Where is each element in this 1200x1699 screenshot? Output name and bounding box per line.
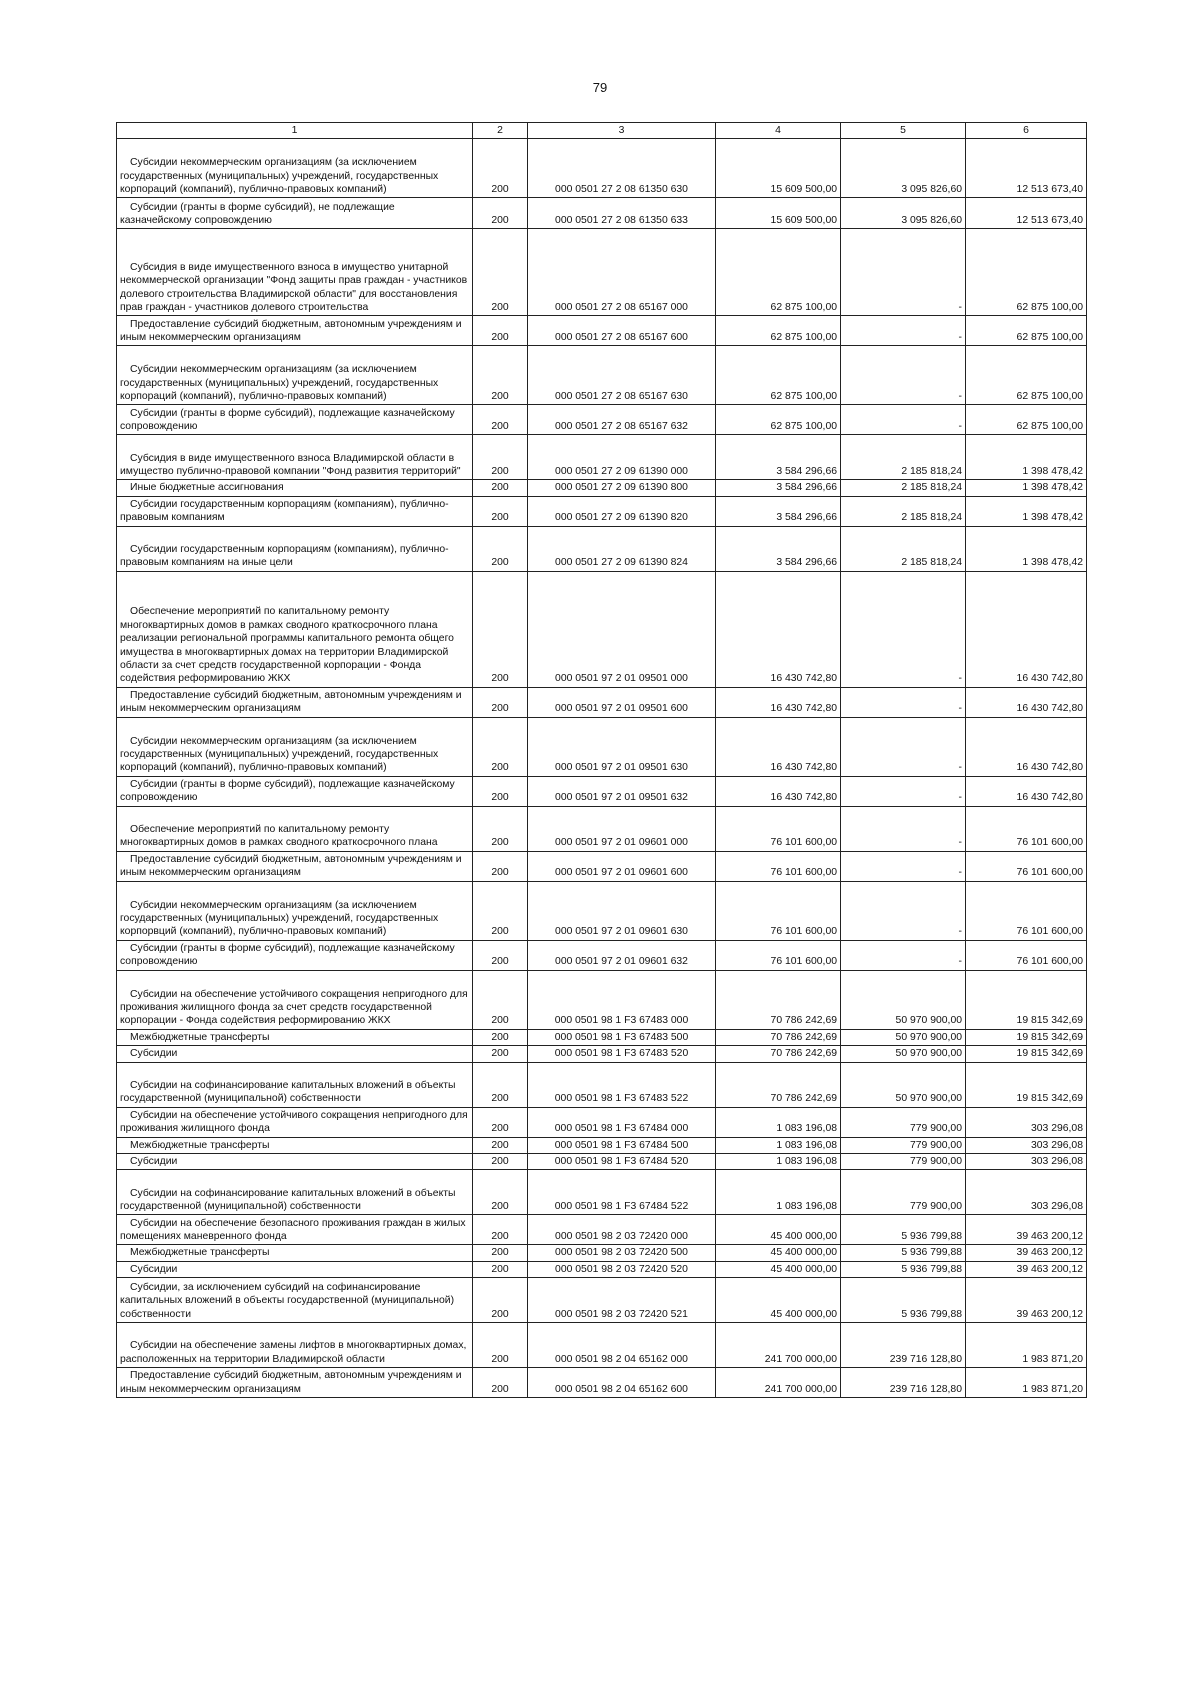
row-executed-amount: -	[841, 571, 966, 687]
row-budget-code: 000 0501 27 2 08 65167 000	[528, 229, 716, 316]
row-approved-amount: 76 101 600,00	[716, 881, 841, 940]
row-name-text: Субсидии на софинансирование капитальных вложений в объекты государственной (муниципальной) собственности	[120, 1187, 456, 1213]
row-executed-amount: 239 716 128,80	[841, 1323, 966, 1368]
table-row	[117, 717, 1087, 776]
row-remaining-amount: 62 875 100,00	[966, 229, 1087, 316]
table-row	[117, 1170, 1087, 1215]
table-row	[117, 806, 1087, 851]
row-remaining-amount: 19 815 342,69	[966, 1029, 1087, 1045]
table-row	[117, 198, 1087, 229]
row-name	[117, 1154, 473, 1170]
row-admin-code: 200	[473, 940, 528, 970]
row-budget-code: 000 0501 97 2 01 09501 600	[528, 687, 716, 717]
table-row	[117, 316, 1087, 346]
row-name	[117, 1137, 473, 1153]
row-budget-code: 000 0501 98 1 F3 67484 000	[528, 1107, 716, 1137]
row-approved-amount: 16 430 742,80	[716, 687, 841, 717]
row-remaining-amount: 39 463 200,12	[966, 1215, 1087, 1245]
table-body	[117, 139, 1087, 1398]
row-executed-amount: -	[841, 687, 966, 717]
column-header: 5	[841, 123, 966, 139]
row-approved-amount: 1 083 196,08	[716, 1137, 841, 1153]
row-budget-code: 000 0501 98 1 F3 67484 522	[528, 1170, 716, 1215]
row-budget-code: 000 0501 97 2 01 09501 000	[528, 571, 716, 687]
row-budget-code: 000 0501 27 2 08 65167 632	[528, 405, 716, 435]
row-name	[117, 1368, 473, 1398]
row-executed-amount: 239 716 128,80	[841, 1368, 966, 1398]
row-admin-code: 200	[473, 496, 528, 526]
row-remaining-amount: 1 398 478,42	[966, 496, 1087, 526]
row-admin-code: 200	[473, 717, 528, 776]
row-name	[117, 496, 473, 526]
row-remaining-amount: 19 815 342,69	[966, 970, 1087, 1029]
row-budget-code: 000 0501 98 1 F3 67484 520	[528, 1154, 716, 1170]
row-approved-amount: 241 700 000,00	[716, 1368, 841, 1398]
row-approved-amount: 16 430 742,80	[716, 571, 841, 687]
row-executed-amount: -	[841, 851, 966, 881]
column-header: 3	[528, 123, 716, 139]
row-budget-code: 000 0501 97 2 01 09501 632	[528, 776, 716, 806]
row-remaining-amount: 76 101 600,00	[966, 940, 1087, 970]
row-name-text: Субсидии, за исключением субсидий на софинансирование капитальных вложений в объекты государственной (муниципальной) собственности	[120, 1282, 455, 1320]
row-remaining-amount: 1 983 871,20	[966, 1323, 1087, 1368]
row-name-text: Субсидии (гранты в форме субсидий), подлежащие казначейскому сопровождению	[120, 407, 455, 432]
row-remaining-amount: 62 875 100,00	[966, 405, 1087, 435]
row-approved-amount: 3 584 296,66	[716, 480, 841, 496]
row-name-text: Субсидии	[130, 1156, 178, 1168]
row-approved-amount: 3 584 296,66	[716, 526, 841, 571]
row-approved-amount: 70 786 242,69	[716, 1046, 841, 1062]
row-admin-code: 200	[473, 198, 528, 229]
row-remaining-amount: 76 101 600,00	[966, 881, 1087, 940]
row-admin-code: 200	[473, 806, 528, 851]
row-executed-amount: 3 095 826,60	[841, 139, 966, 198]
row-admin-code: 200	[473, 571, 528, 687]
row-name	[117, 1215, 473, 1245]
row-executed-amount: -	[841, 881, 966, 940]
row-name-text: Субсидии некоммерческим организациям (за исключением государственных (муниципальных) учреждений, государственных корпорвций (компаний), публично-правовых компаний)	[120, 899, 439, 938]
row-admin-code: 200	[473, 1137, 528, 1153]
row-admin-code: 200	[473, 1170, 528, 1215]
row-name-text: Обеспечение мероприятий по капитальному ремонту многоквартирных домов в рамках сводного краткосрочного плана	[120, 824, 438, 849]
row-executed-amount: 50 970 900,00	[841, 1046, 966, 1062]
row-executed-amount: 2 185 818,24	[841, 435, 966, 480]
row-name-text: Субсидии некоммерческим организациям (за исключением государственных (муниципальных) учреждений, государственных корпораций (компаний), публично-правовых компаний)	[120, 364, 439, 402]
budget-execution-table	[116, 122, 1087, 1398]
row-budget-code: 000 0501 97 2 01 09501 630	[528, 717, 716, 776]
row-name-text: Субсидии некоммерческим организациям (за исключением государственных (муниципальных) учреждений, государственных корпораций (компаний), публично-правовых компаний)	[120, 735, 439, 774]
row-name-text: Субсидия в виде имущественного взноса Владимирской области в имущество публично-правовой компании "Фонд развития территорий"	[120, 452, 461, 477]
row-executed-amount: 5 936 799,88	[841, 1215, 966, 1245]
row-remaining-amount: 39 463 200,12	[966, 1261, 1087, 1277]
row-name-text: Субсидии на обеспечение устойчивого сокращения непригодного для проживания жилищного фонда за счет средств государственной корпорации - Фонда содействия реформированию ЖКХ	[120, 988, 468, 1027]
row-name-text: Субсидия в виде имущественного взноса в имущество унитарной некоммерческой организации "Фонд защиты прав граждан - участников долевого строительства Владимирской области" для восстановления прав граждан - участников долевого строительства	[120, 261, 468, 313]
column-header: 1	[117, 123, 473, 139]
row-executed-amount: -	[841, 316, 966, 346]
row-name	[117, 776, 473, 806]
row-executed-amount: 779 900,00	[841, 1170, 966, 1215]
table-row	[117, 1154, 1087, 1170]
row-remaining-amount: 12 513 673,40	[966, 139, 1087, 198]
row-budget-code: 000 0501 98 1 F3 67483 000	[528, 970, 716, 1029]
table-row	[117, 571, 1087, 687]
row-admin-code: 200	[473, 1062, 528, 1107]
row-budget-code: 000 0501 27 2 09 61390 820	[528, 496, 716, 526]
row-name	[117, 480, 473, 496]
row-remaining-amount: 62 875 100,00	[966, 346, 1087, 405]
row-admin-code: 200	[473, 480, 528, 496]
row-name-text: Субсидии на софинансирование капитальных вложений в объекты государственной (муниципальной) собственности	[120, 1079, 456, 1105]
row-name-text: Межбюджетные трансферты	[130, 1247, 270, 1259]
row-admin-code: 200	[473, 1245, 528, 1261]
row-budget-code: 000 0501 98 1 F3 67483 500	[528, 1029, 716, 1045]
row-admin-code: 200	[473, 776, 528, 806]
row-name	[117, 1278, 473, 1323]
table-row	[117, 881, 1087, 940]
table-row	[117, 229, 1087, 316]
row-admin-code: 200	[473, 881, 528, 940]
row-budget-code: 000 0501 97 2 01 09601 632	[528, 940, 716, 970]
row-remaining-amount: 303 296,08	[966, 1154, 1087, 1170]
row-approved-amount: 3 584 296,66	[716, 435, 841, 480]
row-approved-amount: 76 101 600,00	[716, 806, 841, 851]
row-name	[117, 851, 473, 881]
row-budget-code: 000 0501 98 2 03 72420 520	[528, 1261, 716, 1277]
row-name-text: Предоставление субсидий бюджетным, автономным учреждениям и иным некоммерческим организациям	[120, 854, 462, 879]
row-remaining-amount: 62 875 100,00	[966, 316, 1087, 346]
row-admin-code: 200	[473, 1154, 528, 1170]
row-remaining-amount: 19 815 342,69	[966, 1046, 1087, 1062]
row-name	[117, 198, 473, 229]
row-executed-amount: -	[841, 940, 966, 970]
table-row	[117, 346, 1087, 405]
row-budget-code: 000 0501 98 1 F3 67484 500	[528, 1137, 716, 1153]
row-approved-amount: 1 083 196,08	[716, 1154, 841, 1170]
row-name-text: Межбюджетные трансферты	[130, 1031, 270, 1043]
row-executed-amount: 50 970 900,00	[841, 1062, 966, 1107]
row-approved-amount: 1 083 196,08	[716, 1170, 841, 1215]
row-executed-amount: -	[841, 229, 966, 316]
row-name	[117, 139, 473, 198]
row-name	[117, 1170, 473, 1215]
row-name-text: Субсидии	[130, 1263, 178, 1275]
row-budget-code: 000 0501 97 2 01 09601 000	[528, 806, 716, 851]
row-budget-code: 000 0501 98 1 F3 67483 522	[528, 1062, 716, 1107]
row-executed-amount: 5 936 799,88	[841, 1261, 966, 1277]
row-admin-code: 200	[473, 1261, 528, 1277]
row-approved-amount: 16 430 742,80	[716, 776, 841, 806]
row-name-text: Субсидии на обеспечение устойчивого сокращения непригодного для проживания жилищного фонда	[120, 1109, 468, 1135]
table-row	[117, 970, 1087, 1029]
row-approved-amount: 62 875 100,00	[716, 405, 841, 435]
row-budget-code: 000 0501 27 2 09 61390 000	[528, 435, 716, 480]
row-executed-amount: 50 970 900,00	[841, 970, 966, 1029]
row-remaining-amount: 39 463 200,12	[966, 1245, 1087, 1261]
row-budget-code: 000 0501 98 2 03 72420 500	[528, 1245, 716, 1261]
row-admin-code: 200	[473, 687, 528, 717]
row-approved-amount: 62 875 100,00	[716, 316, 841, 346]
row-admin-code: 200	[473, 1368, 528, 1398]
row-remaining-amount: 39 463 200,12	[966, 1278, 1087, 1323]
row-admin-code: 200	[473, 346, 528, 405]
row-name-text: Субсидии	[130, 1048, 178, 1060]
table-row	[117, 687, 1087, 717]
row-executed-amount: 3 095 826,60	[841, 198, 966, 229]
row-approved-amount: 241 700 000,00	[716, 1323, 841, 1368]
row-budget-code: 000 0501 98 1 F3 67483 520	[528, 1046, 716, 1062]
row-name-text: Предоставление субсидий бюджетным, автономным учреждениям и иным некоммерческим организациям	[120, 318, 462, 343]
row-name-text: Субсидии государственным корпорациям (компаниям), публично-правовым компаниям на иные цели	[120, 544, 449, 569]
row-name	[117, 1323, 473, 1368]
row-admin-code: 200	[473, 316, 528, 346]
row-name-text: Обеспечение мероприятий по капитальному ремонту многоквартирных домов в рамках сводного краткосрочного плана реализации региональной программы капитального ремонта общего имущества в многоквартирных домах на территории Владимирской области за счет средств государственной корпорации - Фонда содействия реформированию ЖКХ	[120, 606, 454, 685]
row-name	[117, 717, 473, 776]
row-remaining-amount: 76 101 600,00	[966, 851, 1087, 881]
row-name	[117, 1245, 473, 1261]
row-name	[117, 1029, 473, 1045]
row-admin-code: 200	[473, 1029, 528, 1045]
table-row	[117, 1368, 1087, 1398]
table-row	[117, 1245, 1087, 1261]
table-row	[117, 496, 1087, 526]
row-name	[117, 970, 473, 1029]
row-admin-code: 200	[473, 1107, 528, 1137]
row-budget-code: 000 0501 97 2 01 09601 600	[528, 851, 716, 881]
row-executed-amount: -	[841, 776, 966, 806]
table-row	[117, 139, 1087, 198]
table-row	[117, 1107, 1087, 1137]
row-remaining-amount: 303 296,08	[966, 1137, 1087, 1153]
row-admin-code: 200	[473, 435, 528, 480]
row-executed-amount: 5 936 799,88	[841, 1245, 966, 1261]
row-approved-amount: 62 875 100,00	[716, 346, 841, 405]
table-row	[117, 1215, 1087, 1245]
row-budget-code: 000 0501 27 2 09 61390 824	[528, 526, 716, 571]
row-admin-code: 200	[473, 1046, 528, 1062]
row-remaining-amount: 19 815 342,69	[966, 1062, 1087, 1107]
row-admin-code: 200	[473, 526, 528, 571]
row-name	[117, 571, 473, 687]
row-admin-code: 200	[473, 1323, 528, 1368]
row-approved-amount: 70 786 242,69	[716, 1029, 841, 1045]
row-approved-amount: 15 609 500,00	[716, 139, 841, 198]
table-row	[117, 526, 1087, 571]
table-row	[117, 1137, 1087, 1153]
row-executed-amount: -	[841, 717, 966, 776]
row-executed-amount: -	[841, 806, 966, 851]
row-name	[117, 346, 473, 405]
row-name-text: Субсидии на обеспечение замены лифтов в многоквартирных домах, расположенных на территории Владимирской области	[120, 1340, 467, 1365]
row-name-text: Иные бюджетные ассигнования	[130, 482, 284, 494]
row-name-text: Субсидии на обеспечение безопасного проживания граждан в жилых помещениях маневренного фонда	[120, 1217, 466, 1243]
row-approved-amount: 70 786 242,69	[716, 970, 841, 1029]
table-row	[117, 1062, 1087, 1107]
row-executed-amount: 50 970 900,00	[841, 1029, 966, 1045]
row-admin-code: 200	[473, 1215, 528, 1245]
row-name-text: Межбюджетные трансферты	[130, 1139, 270, 1151]
row-name-text: Предоставление субсидий бюджетным, автономным учреждениям и иным некоммерческим организациям	[120, 1370, 462, 1395]
row-approved-amount: 70 786 242,69	[716, 1062, 841, 1107]
row-remaining-amount: 16 430 742,80	[966, 717, 1087, 776]
row-executed-amount: -	[841, 405, 966, 435]
row-name	[117, 1046, 473, 1062]
column-header: 4	[716, 123, 841, 139]
row-name-text: Субсидии (гранты в форме субсидий), подлежащие казначейскому сопровождению	[120, 779, 455, 804]
row-admin-code: 200	[473, 851, 528, 881]
row-name-text: Субсидии государственным корпорациям (компаниям), публично-правовым компаниям	[120, 499, 449, 524]
row-remaining-amount: 16 430 742,80	[966, 776, 1087, 806]
row-name	[117, 229, 473, 316]
table-row	[117, 435, 1087, 480]
row-budget-code: 000 0501 98 2 03 72420 521	[528, 1278, 716, 1323]
row-name	[117, 1107, 473, 1137]
row-approved-amount: 15 609 500,00	[716, 198, 841, 229]
row-approved-amount: 76 101 600,00	[716, 851, 841, 881]
column-header: 2	[473, 123, 528, 139]
row-name-text: Субсидии некоммерческим организациям (за исключением государственных (муниципальных) учреждений, государственных корпораций (компаний), публично-правовых компаний)	[120, 157, 439, 195]
table-row	[117, 1278, 1087, 1323]
row-name-text: Субсидии (гранты в форме субсидий), подлежащие казначейскому сопровождению	[120, 943, 455, 968]
table-row	[117, 1323, 1087, 1368]
row-executed-amount: 2 185 818,24	[841, 480, 966, 496]
row-approved-amount: 45 400 000,00	[716, 1261, 841, 1277]
row-executed-amount: -	[841, 346, 966, 405]
row-admin-code: 200	[473, 139, 528, 198]
row-remaining-amount: 16 430 742,80	[966, 571, 1087, 687]
row-admin-code: 200	[473, 229, 528, 316]
row-name	[117, 881, 473, 940]
table-header-row	[117, 123, 1087, 139]
row-approved-amount: 76 101 600,00	[716, 940, 841, 970]
row-approved-amount: 3 584 296,66	[716, 496, 841, 526]
table-row	[117, 405, 1087, 435]
row-approved-amount: 1 083 196,08	[716, 1107, 841, 1137]
table-row	[117, 940, 1087, 970]
row-budget-code: 000 0501 27 2 08 65167 630	[528, 346, 716, 405]
row-budget-code: 000 0501 98 2 03 72420 000	[528, 1215, 716, 1245]
row-executed-amount: 779 900,00	[841, 1137, 966, 1153]
row-budget-code: 000 0501 27 2 09 61390 800	[528, 480, 716, 496]
row-admin-code: 200	[473, 405, 528, 435]
row-name	[117, 1062, 473, 1107]
row-remaining-amount: 76 101 600,00	[966, 806, 1087, 851]
table-row	[117, 480, 1087, 496]
table-row	[117, 776, 1087, 806]
row-admin-code: 200	[473, 1278, 528, 1323]
row-name	[117, 687, 473, 717]
row-name	[117, 526, 473, 571]
row-budget-code: 000 0501 98 2 04 65162 000	[528, 1323, 716, 1368]
row-remaining-amount: 303 296,08	[966, 1107, 1087, 1137]
row-budget-code: 000 0501 98 2 04 65162 600	[528, 1368, 716, 1398]
row-remaining-amount: 16 430 742,80	[966, 687, 1087, 717]
row-budget-code: 000 0501 27 2 08 61350 630	[528, 139, 716, 198]
row-name	[117, 940, 473, 970]
row-name	[117, 806, 473, 851]
row-admin-code: 200	[473, 970, 528, 1029]
row-remaining-amount: 1 398 478,42	[966, 435, 1087, 480]
row-name	[117, 435, 473, 480]
row-approved-amount: 45 400 000,00	[716, 1278, 841, 1323]
row-budget-code: 000 0501 27 2 08 65167 600	[528, 316, 716, 346]
row-executed-amount: 2 185 818,24	[841, 496, 966, 526]
row-budget-code: 000 0501 27 2 08 61350 633	[528, 198, 716, 229]
table-row	[117, 1261, 1087, 1277]
row-executed-amount: 2 185 818,24	[841, 526, 966, 571]
row-remaining-amount: 1 983 871,20	[966, 1368, 1087, 1398]
row-name-text: Предоставление субсидий бюджетным, автономным учреждениям и иным некоммерческим организациям	[120, 690, 462, 715]
row-executed-amount: 779 900,00	[841, 1154, 966, 1170]
row-approved-amount: 16 430 742,80	[716, 717, 841, 776]
row-remaining-amount: 12 513 673,40	[966, 198, 1087, 229]
table-row	[117, 1029, 1087, 1045]
row-remaining-amount: 1 398 478,42	[966, 480, 1087, 496]
row-remaining-amount: 303 296,08	[966, 1170, 1087, 1215]
row-remaining-amount: 1 398 478,42	[966, 526, 1087, 571]
row-name	[117, 405, 473, 435]
row-approved-amount: 45 400 000,00	[716, 1245, 841, 1261]
row-executed-amount: 5 936 799,88	[841, 1278, 966, 1323]
row-executed-amount: 779 900,00	[841, 1107, 966, 1137]
row-approved-amount: 62 875 100,00	[716, 229, 841, 316]
page-number: 79	[592, 80, 608, 95]
row-budget-code: 000 0501 97 2 01 09601 630	[528, 881, 716, 940]
table-row	[117, 1046, 1087, 1062]
row-approved-amount: 45 400 000,00	[716, 1215, 841, 1245]
row-name	[117, 316, 473, 346]
table-row	[117, 851, 1087, 881]
column-header: 6	[966, 123, 1087, 139]
row-name-text: Субсидии (гранты в форме субсидий), не подлежащие казначейскому сопровождению	[120, 201, 395, 226]
row-name	[117, 1261, 473, 1277]
